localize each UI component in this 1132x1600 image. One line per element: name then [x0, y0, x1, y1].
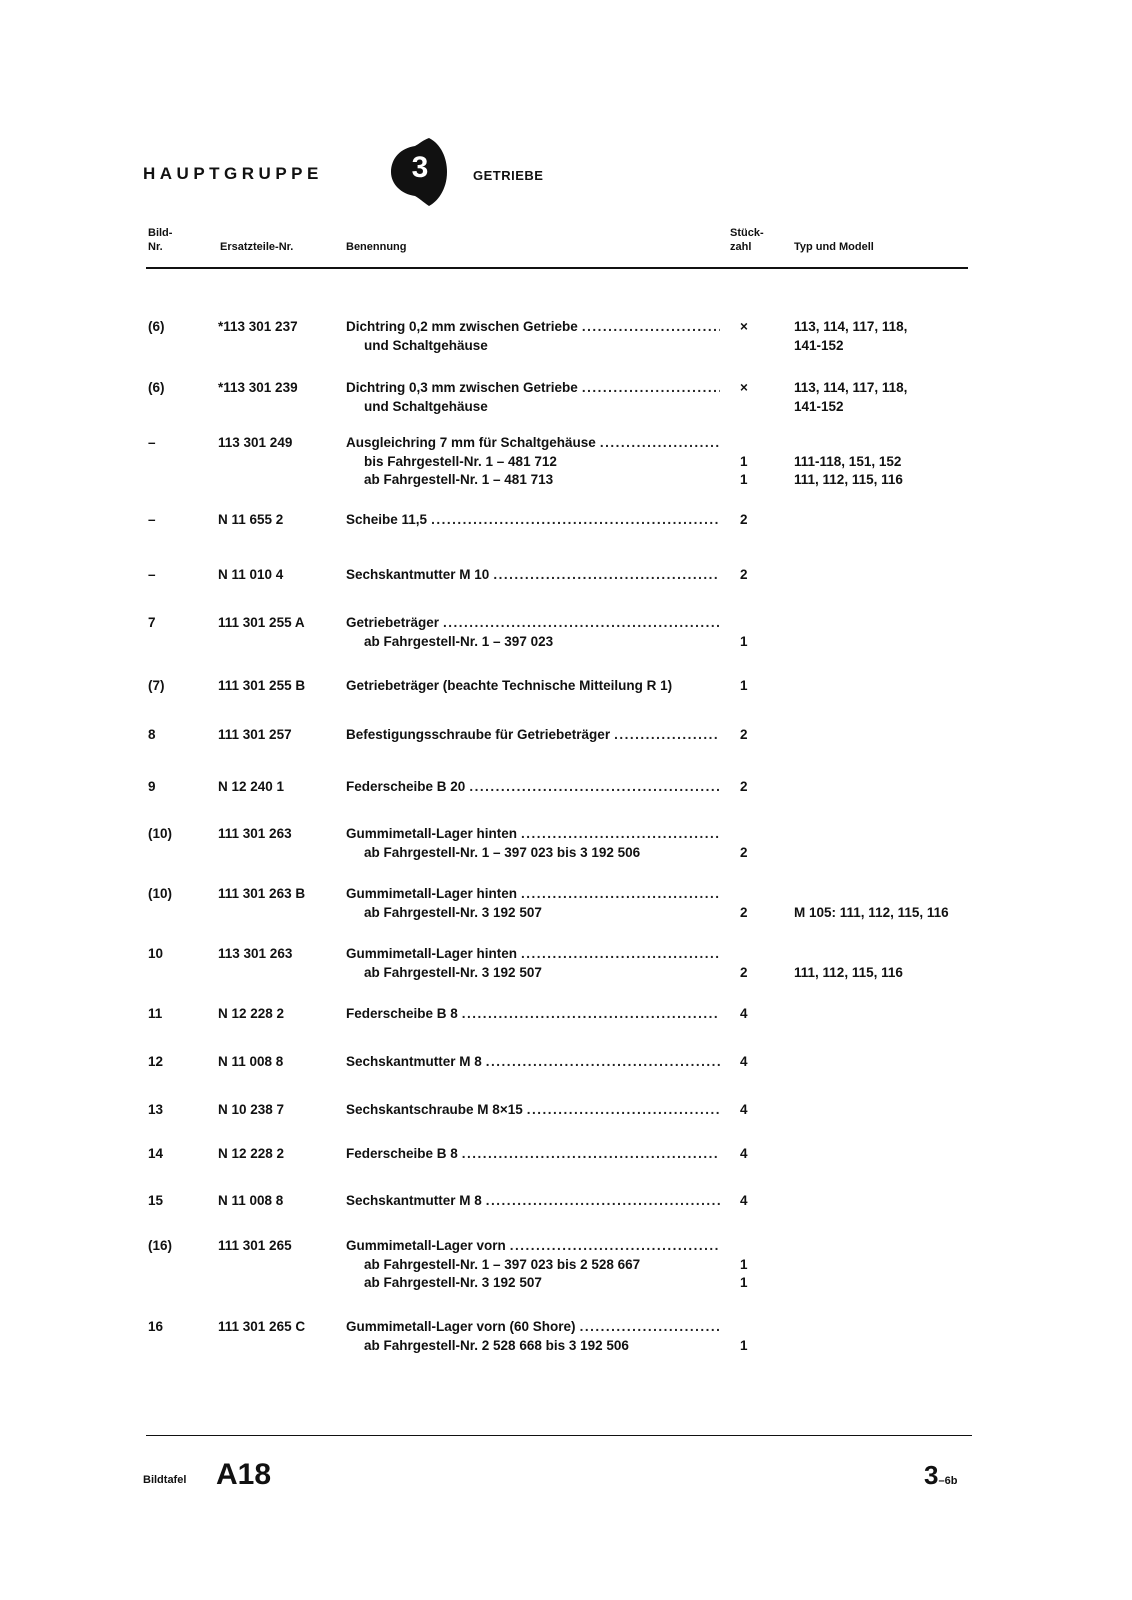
row-figure-number: 9	[148, 779, 156, 794]
dot-leader	[510, 1237, 720, 1256]
row-description-line	[346, 434, 720, 453]
row-quantity: 1	[740, 453, 748, 469]
dot-leader	[580, 1318, 720, 1337]
col-header-model: Typ und Modell	[794, 241, 874, 253]
row-quantity: 2	[740, 512, 748, 527]
row-part-number: N 11 008 8	[218, 1193, 284, 1208]
row-quantity: 1	[740, 1256, 748, 1272]
row-figure-number: –	[148, 512, 156, 527]
row-description-subline: ab Fahrgestell-Nr. 3 192 507	[364, 1275, 542, 1290]
row-part-number: 111 301 255 A	[218, 615, 305, 630]
row-description-text: Sechskantschraube M 8×15	[346, 1102, 523, 1117]
row-quantity: 1	[740, 678, 748, 693]
row-description	[346, 1192, 720, 1211]
row-description	[346, 434, 720, 490]
row-figure-number: 16	[148, 1319, 164, 1334]
row-description-text: Dichtring 0,2 mm zwischen Getriebe	[346, 319, 578, 334]
row-description-subline: ab Fahrgestell-Nr. 1 – 397 023 bis 3 192 506	[364, 844, 641, 860]
row-figure-number: (10)	[148, 886, 173, 901]
row-part-number: 111 301 255 B	[218, 678, 306, 693]
row-description-text: Sechskantmutter M 8	[346, 1193, 482, 1208]
row-model: 111-118, 151, 152	[794, 453, 902, 469]
row-description	[346, 677, 720, 696]
row-description-subline: und Schaltgehäuse	[364, 398, 488, 414]
dot-leader	[527, 1101, 720, 1120]
row-figure-number: (16)	[148, 1238, 173, 1253]
row-quantity: 1	[740, 1275, 748, 1290]
dot-leader	[600, 434, 720, 453]
dot-leader	[486, 1053, 720, 1072]
row-part-number: *113 301 237	[218, 319, 298, 334]
row-description	[346, 726, 720, 745]
main-group-label: HAUPTGRUPPE	[143, 164, 323, 183]
row-description	[346, 1053, 720, 1072]
row-part-number: N 11 008 8	[218, 1054, 284, 1069]
dot-leader	[521, 945, 720, 964]
row-description-text: Federscheibe B 8	[346, 1006, 458, 1021]
row-quantity: ×	[740, 380, 748, 395]
row-description	[346, 778, 720, 797]
row-description-line	[346, 566, 720, 585]
row-quantity: 4	[740, 1193, 748, 1208]
row-figure-number: 8	[148, 727, 156, 742]
row-description-line	[346, 945, 720, 964]
row-model: 113, 114, 117, 118,	[794, 380, 908, 395]
col-header-part-no: Ersatzteile-Nr.	[220, 241, 294, 253]
row-figure-number: 10	[148, 946, 164, 961]
row-description-line	[346, 1145, 720, 1164]
row-model: 141-152	[794, 398, 844, 414]
row-figure-number: (7)	[148, 678, 165, 693]
row-figure-number: 15	[148, 1193, 164, 1208]
row-figure-number: (6)	[148, 380, 165, 395]
row-description-line	[346, 379, 720, 398]
row-description-line	[346, 511, 720, 530]
row-figure-number: 7	[148, 615, 156, 630]
dot-leader	[462, 1005, 720, 1024]
row-description-text: Gummimetall-Lager hinten	[346, 886, 518, 901]
col-header-bild: Bild- Nr.	[148, 227, 173, 253]
row-figure-number: –	[148, 435, 156, 450]
row-quantity: 4	[740, 1054, 748, 1069]
row-quantity: 4	[740, 1102, 748, 1117]
row-description-line	[346, 1101, 720, 1120]
row-description-subline: ab Fahrgestell-Nr. 1 – 481 713	[364, 472, 554, 487]
row-description-line	[346, 318, 720, 337]
row-description-text: Gummimetall-Lager hinten	[346, 946, 518, 961]
row-part-number: 113 301 249	[218, 435, 293, 450]
row-description-line	[346, 614, 720, 633]
row-description-subline: ab Fahrgestell-Nr. 1 – 397 023	[364, 633, 554, 649]
row-model: 141-152	[794, 337, 844, 353]
row-description-line	[346, 726, 720, 745]
col-header-name: Benennung	[346, 241, 407, 253]
group-number-badge	[389, 136, 449, 208]
row-description	[346, 1101, 720, 1120]
dot-leader	[582, 318, 720, 337]
dot-leader	[521, 885, 720, 904]
dot-leader	[443, 614, 720, 633]
page-number	[924, 1460, 957, 1491]
row-figure-number: (10)	[148, 826, 173, 841]
row-description-line	[346, 1237, 720, 1256]
plate-number: A18	[216, 1458, 272, 1491]
row-description-text: Getriebeträger	[346, 615, 440, 630]
row-model: 111, 112, 115, 116	[794, 472, 903, 487]
row-description	[346, 945, 720, 982]
row-description-subline: ab Fahrgestell-Nr. 3 192 507	[364, 964, 542, 980]
row-description-text: Gummimetall-Lager hinten	[346, 826, 518, 841]
row-part-number: 111 301 257	[218, 727, 292, 742]
dot-leader	[614, 726, 720, 745]
row-description	[346, 885, 720, 922]
row-part-number: N 12 228 2	[218, 1146, 285, 1161]
row-description	[346, 379, 720, 416]
row-description-text: Ausgleichring 7 mm für Schaltgehäuse	[346, 435, 596, 450]
row-model: 111, 112, 115, 116	[794, 964, 903, 980]
group-number: 3	[411, 151, 429, 184]
row-description-text: Getriebeträger (beachte Technische Mitteilung R 1)	[346, 678, 673, 693]
row-description-line	[346, 778, 720, 797]
row-model: 113, 114, 117, 118,	[794, 319, 908, 334]
row-description	[346, 1145, 720, 1164]
dot-leader	[469, 778, 720, 797]
dot-leader	[486, 1192, 720, 1211]
row-quantity: 4	[740, 1006, 748, 1021]
row-part-number: N 11 010 4	[218, 567, 284, 582]
row-description-text: Dichtring 0,3 mm zwischen Getriebe	[346, 380, 578, 395]
row-quantity: 2	[740, 779, 748, 794]
row-description-line	[346, 825, 720, 844]
row-part-number: 111 301 265 C	[218, 1319, 306, 1334]
footer-rule	[146, 1435, 972, 1436]
group-name: GETRIEBE	[473, 168, 544, 183]
row-description	[346, 1318, 720, 1355]
row-description	[346, 825, 720, 862]
row-description-text: Sechskantmutter M 8	[346, 1054, 482, 1069]
row-figure-number: 12	[148, 1054, 164, 1069]
col-header-qty: Stück- zahl	[730, 227, 764, 253]
row-quantity: 4	[740, 1146, 748, 1161]
row-quantity: 2	[740, 567, 748, 582]
row-description-text: Befestigungsschraube für Getriebeträger	[346, 727, 611, 742]
row-part-number: 111 301 263 B	[218, 886, 306, 901]
row-part-number: N 11 655 2	[218, 512, 284, 527]
row-quantity: 2	[740, 844, 748, 860]
dot-leader	[462, 1145, 720, 1164]
page-header	[143, 136, 963, 216]
row-quantity: 1	[740, 472, 748, 487]
row-quantity: 2	[740, 727, 748, 742]
row-description	[346, 1237, 720, 1293]
row-part-number: 111 301 263	[218, 826, 292, 841]
row-description-text: Gummimetall-Lager vorn	[346, 1238, 506, 1253]
row-figure-number: 14	[148, 1146, 164, 1161]
row-quantity: 2	[740, 904, 748, 920]
row-part-number: N 12 228 2	[218, 1006, 285, 1021]
row-description-line	[346, 885, 720, 904]
row-description	[346, 566, 720, 585]
row-description	[346, 614, 720, 651]
row-description-text: Federscheibe B 8	[346, 1146, 458, 1161]
row-description-text: Sechskantmutter M 10	[346, 567, 490, 582]
row-description-subline: ab Fahrgestell-Nr. 1 – 397 023 bis 2 528 667	[364, 1256, 641, 1272]
row-description	[346, 511, 720, 530]
row-part-number: N 10 238 7	[218, 1102, 285, 1117]
row-part-number: 111 301 265	[218, 1238, 292, 1253]
row-description-subline: ab Fahrgestell-Nr. 2 528 668 bis 3 192 506	[364, 1337, 629, 1353]
page-number-sub: –6b	[938, 1475, 958, 1487]
row-part-number: *113 301 239	[218, 380, 298, 395]
dot-leader	[431, 511, 720, 530]
plate-label: Bildtafel	[143, 1474, 187, 1486]
row-quantity: 1	[740, 633, 748, 649]
row-part-number: 113 301 263	[218, 946, 293, 961]
row-quantity: 2	[740, 964, 748, 980]
dot-leader	[521, 825, 720, 844]
row-description-line	[346, 1192, 720, 1211]
row-quantity: 1	[740, 1337, 748, 1353]
row-description-line	[346, 1005, 720, 1024]
row-description-subline: ab Fahrgestell-Nr. 3 192 507	[364, 904, 542, 920]
row-description-subline: und Schaltgehäuse	[364, 337, 488, 353]
page-number-main: 3	[924, 1460, 939, 1490]
row-part-number: N 12 240 1	[218, 779, 285, 794]
row-figure-number: –	[148, 567, 156, 582]
row-description-text: Gummimetall-Lager vorn (60 Shore)	[346, 1319, 576, 1334]
row-description-line	[346, 677, 720, 696]
row-quantity: ×	[740, 319, 748, 334]
header-rule	[146, 267, 968, 269]
row-description	[346, 1005, 720, 1024]
row-model: M 105: 111, 112, 115, 116	[794, 904, 949, 920]
row-description-line	[346, 1318, 720, 1337]
row-description-line	[346, 1053, 720, 1072]
row-description-text: Federscheibe B 20	[346, 779, 466, 794]
row-description-subline: bis Fahrgestell-Nr. 1 – 481 712	[364, 453, 557, 469]
row-description	[346, 318, 720, 355]
row-figure-number: 13	[148, 1102, 164, 1117]
row-description-text: Scheibe 11,5	[346, 512, 428, 527]
row-figure-number: 11	[148, 1006, 163, 1021]
dot-leader	[493, 566, 720, 585]
dot-leader	[582, 379, 720, 398]
row-figure-number: (6)	[148, 319, 165, 334]
